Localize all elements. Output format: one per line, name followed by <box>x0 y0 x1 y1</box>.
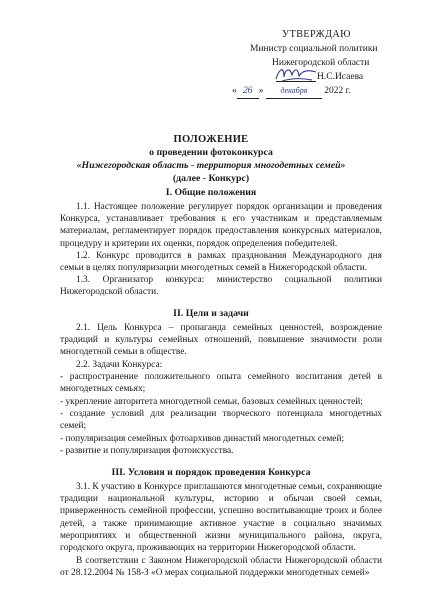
approval-block <box>232 28 402 98</box>
paragraph-2-1: 2.1. Цель Конкурса – пропаганда семейных ценностей, возрождение традиций и культуры семейных отношений, повышение значимости роли многодетной семьи в обществе. <box>60 323 382 358</box>
contest-abbrev: (далее - Конкурс) <box>172 173 250 184</box>
paragraph-3-1: 3.1. К участию в Конкурсе приглашаются многодетные семьи, сохраняющие традиции национальной культуры, историю и обычаи своей семьи, приверженность семейной профессии, успешно воспитывающие троих и более детей, а также принимающие активное участие в социально значимых мероприятиях и общественной жизни муниципального района, округа, городского округа, проживающих на территории Нижегородской области. <box>60 482 382 554</box>
section-3-heading: III. Условия и порядок проведения Конкурса <box>111 467 311 478</box>
paragraph-2-2: 2.2. Задачи Конкурса: <box>76 360 163 370</box>
paragraph-1-3: 1.3. Организатор конкурса: министерство социальной политики Нижегородской области. <box>60 275 382 298</box>
signature-row <box>232 70 402 84</box>
task-item-2: - укрепление авторитета многодетной семьи, базовых семейных ценностей; <box>60 397 363 407</box>
date-year: 2022 г. <box>324 86 351 96</box>
paragraph-1-2: 1.2. Конкурс проводится в рамках празднования Международного дня семьи в целях популяризации многодетных семей в Нижегородской области. <box>60 251 382 274</box>
approval-title: УТВЕРЖДАЮ <box>282 29 351 40</box>
approval-date: « 26 » декабря 2022 г. <box>232 84 402 98</box>
section-2-heading: II. Цели и задачи <box>173 308 249 319</box>
handwritten-signature <box>272 63 320 85</box>
date-day: 26 <box>237 84 259 99</box>
task-item-5: - развитие и популяризация фотоискусства. <box>60 446 234 456</box>
approval-position: Министр социальной политики <box>250 44 378 54</box>
section-1-heading: I. Общие положения <box>165 187 257 198</box>
paragraph-1-1: 1.1. Настоящее положение регулирует порядок организации и проведения Конкурса, устанавливает требования к его участникам и представляемым материалам, регламентирует порядок предоставления конкурсных материалов, процедуру и критерии их оценки, порядок определения победителей. <box>60 202 382 249</box>
approval-region: Нижегородской области <box>272 58 370 68</box>
document-title: ПОЛОЖЕНИЕ <box>173 134 249 145</box>
task-item-1: - распространение положительного опыта семейного воспитания детей в многодетных семьях; <box>60 372 382 395</box>
task-item-3: - создание условий для реализации творческого потенциала многодетных семей; <box>60 409 382 432</box>
task-item-4: - популяризация семейных фотоархивов династий многодетных семей; <box>60 434 345 444</box>
paragraph-3-2: В соответствии с Законом Нижегородской области Нижегородской области от 28.12.2004 № 158-З «О мерах социальной поддержки многодетных семей» <box>60 556 382 579</box>
signer-name: Н.С.Исаева <box>317 72 364 82</box>
date-month: декабря <box>266 84 322 99</box>
document-subtitle: о проведении фотоконкурса <box>149 147 273 158</box>
contest-name: «Нижегородская область - территория многодетных семей» <box>76 160 346 171</box>
